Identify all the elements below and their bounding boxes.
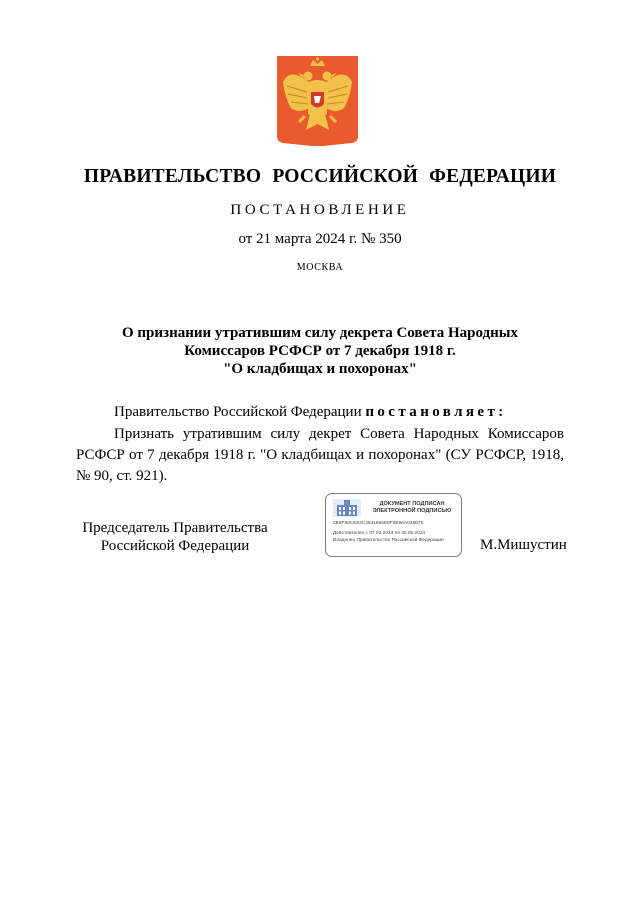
intro-text: Правительство Российской Федерации [114, 404, 362, 420]
document-city: МОСКВА [296, 262, 344, 273]
document-body [76, 402, 564, 487]
certificate-validity: Действителен с 07.03.2023 по 30.05.2024 [333, 531, 426, 536]
signatory-title-line: Председатель Правительства [82, 520, 268, 536]
coat-of-arms-emblem [277, 56, 358, 146]
heading-line: "О кладбищах и похоронах" [223, 361, 417, 377]
heading-line: О признании утратившим силу декрета Совета Народных [122, 325, 518, 341]
government-title: ПРАВИТЕЛЬСТВО РОССИЙСКОЙ ФЕДЕРАЦИИ [83, 166, 557, 187]
stamp-header-line: ЭЛЕКТРОННОЙ ПОДПИСЬЮ [372, 508, 452, 514]
stamp-header [364, 501, 460, 515]
decree-paragraph: Признать утратившим силу декрет Совета Народных Комиссаров РСФСР от 7 декабря 1918 г. "О кладбищах и похоронах" (СУ РСФСР, 1918, № 90, ст. 921). [76, 426, 564, 484]
certificate-serial: 2E6F90CE53C4641866E6F3E86A03867E [333, 521, 424, 526]
document-heading [80, 324, 560, 378]
electronic-signature-stamp [325, 493, 462, 557]
document-date-number: от 21 марта 2024 г. № 350 [238, 231, 402, 247]
certificate-owner: Владелец Правительство Российской Федерации [333, 538, 444, 543]
signatory-name: М.Мишустин [480, 537, 567, 553]
decree-word: постановляет: [365, 404, 507, 420]
heading-line: Комиссаров РСФСР от 7 декабря 1918 г. [184, 343, 456, 359]
stamp-header-line: ДОКУМЕНТ ПОДПИСАН [379, 501, 445, 507]
decree-intro [76, 402, 564, 423]
document-type: ПОСТАНОВЛЕНИЕ [230, 202, 410, 218]
government-building-icon [333, 499, 361, 517]
signatory-title-line: Российской Федерации [100, 538, 250, 554]
signatory-title [80, 519, 270, 555]
